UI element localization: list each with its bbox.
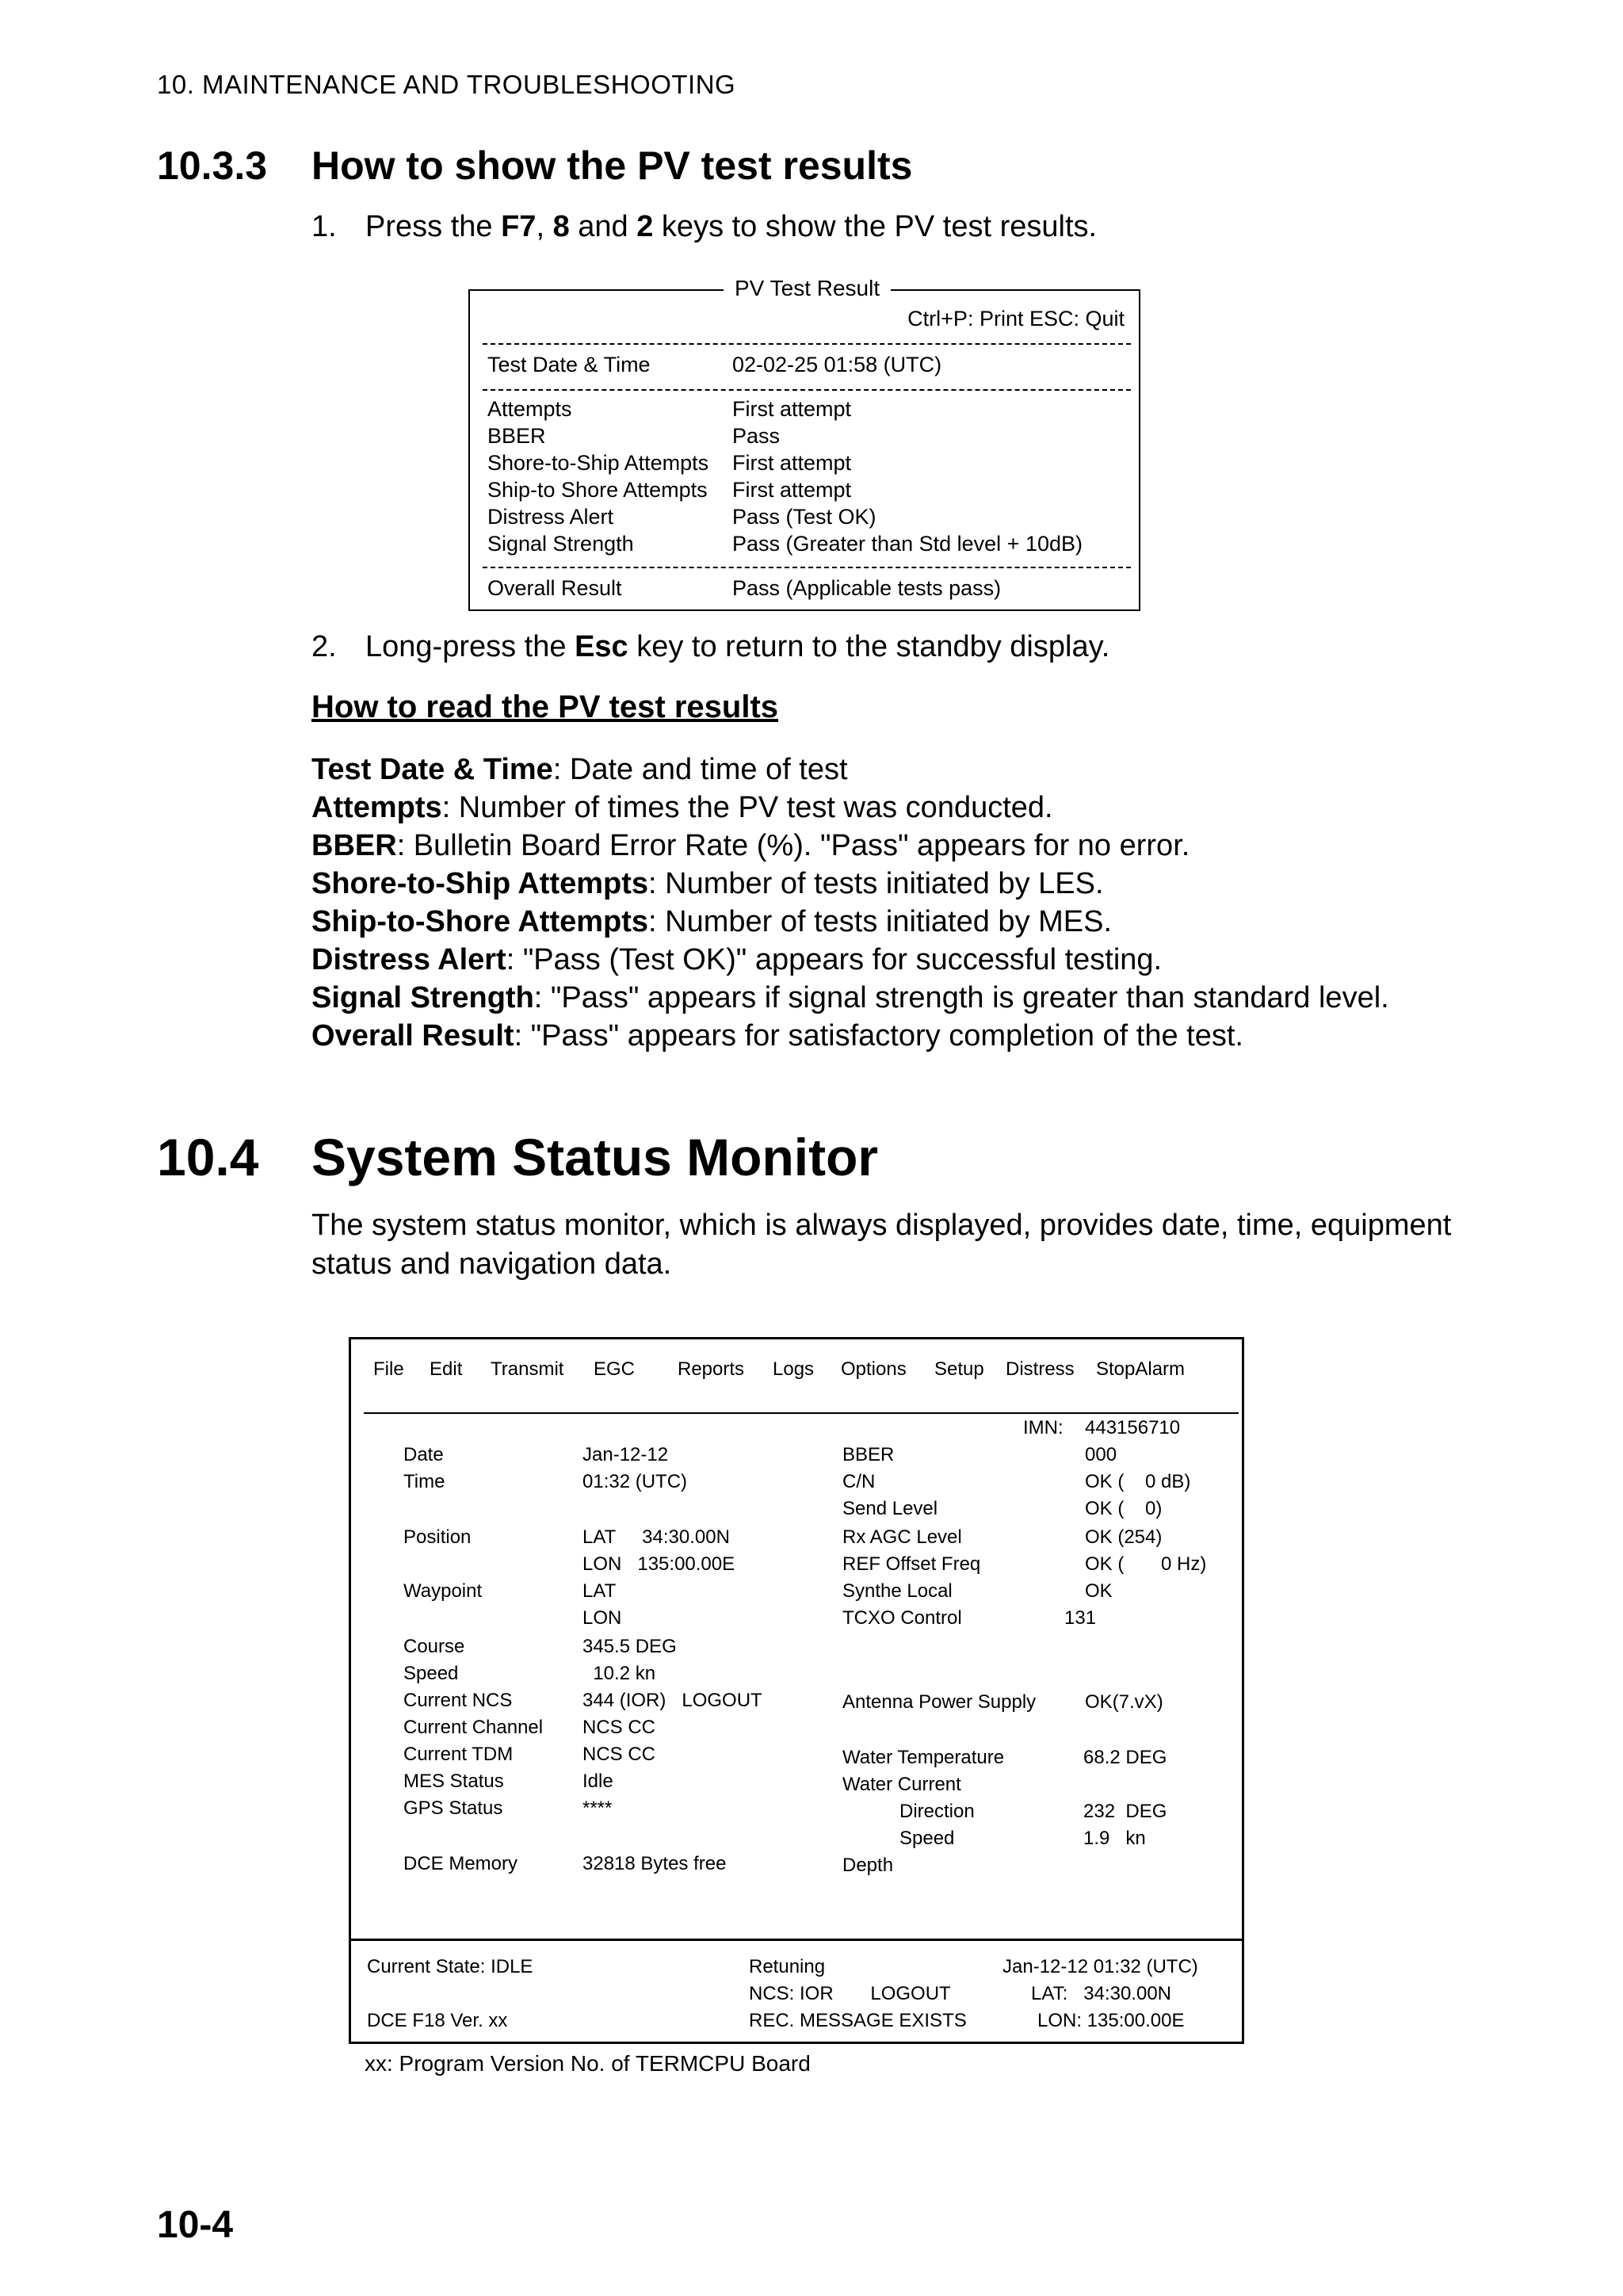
menu-separator xyxy=(364,1412,1239,1414)
footnote: xx: Program Version No. of TERMCPU Board xyxy=(365,2051,811,2076)
left-value: Idle xyxy=(582,1771,613,1792)
pv-label: BBER xyxy=(487,424,546,448)
definition: Overall Result: "Pass" appears for satisfactory completion of the test. xyxy=(311,1019,1243,1052)
right-value: OK(7.vX) xyxy=(1085,1691,1163,1713)
right-value: OK xyxy=(1085,1580,1113,1602)
menu-logs[interactable]: Logs xyxy=(773,1358,815,1380)
pv-label: Signal Strength xyxy=(487,532,634,556)
left-label: GPS Status xyxy=(403,1797,503,1819)
definition: Shore-to-Ship Attempts: Number of tests initiated by LES. xyxy=(311,867,1104,900)
right-value: 131 xyxy=(1064,1607,1097,1629)
definition: Signal Strength: "Pass" appears if signal strength is greater than standard level. xyxy=(311,981,1389,1014)
left-label: Date xyxy=(403,1444,444,1465)
pv-value: Pass (Greater than Std level + 10dB) xyxy=(732,532,1083,556)
pv-label: Distress Alert xyxy=(487,505,614,529)
right-label: TCXO Control xyxy=(842,1607,962,1629)
section-title: System Status Monitor xyxy=(311,1128,879,1186)
pv-row xyxy=(487,532,1137,559)
menu-stopalarm[interactable]: StopAlarm xyxy=(1096,1358,1186,1380)
pv-row xyxy=(487,451,1137,478)
right-label: Rx AGC Level xyxy=(842,1526,962,1548)
status-lon: LON: 135:00.00E xyxy=(1037,2010,1185,2031)
status-datetime: Jan-12-12 01:32 (UTC) xyxy=(1002,1956,1198,1977)
pv-value: First attempt xyxy=(732,451,852,475)
left-label: Current TDM xyxy=(403,1744,514,1765)
left-value: LON xyxy=(582,1607,622,1629)
dashed-divider xyxy=(483,343,1131,345)
pv-box-hint: Ctrl+P: Print ESC: Quit xyxy=(907,307,1125,330)
pv-label: Ship-to Shore Attempts xyxy=(487,478,708,502)
retuning-status: Retuning xyxy=(749,1956,826,1977)
left-value: 01:32 (UTC) xyxy=(582,1471,688,1492)
right-label: Depth xyxy=(842,1855,894,1876)
left-value: NCS CC xyxy=(582,1744,656,1765)
intro-paragraph: The system status monitor, which is always displayed, provides date, time, equipment status and navigation data. xyxy=(311,1209,1452,1281)
pv-box-title: PV Test Result xyxy=(724,276,891,301)
pv-value: 02-02-25 01:58 (UTC) xyxy=(732,353,942,376)
definition: Distress Alert: "Pass (Test OK)" appears for successful testing. xyxy=(311,943,1163,976)
left-value: Jan-12-12 xyxy=(582,1444,669,1465)
right-label: Send Level xyxy=(842,1498,938,1519)
right-label: Speed xyxy=(899,1828,955,1849)
left-value: **** xyxy=(582,1797,613,1819)
pv-label: Attempts xyxy=(487,397,572,421)
left-label: Waypoint xyxy=(403,1580,483,1602)
pv-row xyxy=(487,478,1137,505)
pv-value: First attempt xyxy=(732,478,852,502)
left-label: Current NCS xyxy=(403,1690,513,1711)
status-bar-separator xyxy=(351,1939,1242,1941)
menu-edit[interactable]: Edit xyxy=(430,1358,463,1380)
imn-label: IMN: xyxy=(1023,1417,1064,1438)
status-lat: LAT: 34:30.00N xyxy=(1031,1983,1171,2004)
menu-reports[interactable]: Reports xyxy=(678,1358,745,1380)
menu-setup[interactable]: Setup xyxy=(934,1358,984,1380)
menu-options[interactable]: Options xyxy=(841,1358,907,1380)
message-status: REC. MESSAGE EXISTS xyxy=(749,2010,967,2031)
version: DCE F18 Ver. xx xyxy=(367,2010,508,2031)
section-number: 10.4 xyxy=(157,1128,259,1186)
definition: Test Date & Time: Date and time of test xyxy=(311,753,848,786)
right-label: Water Current xyxy=(842,1774,961,1795)
ncs-status: NCS: IOR LOGOUT xyxy=(749,1983,951,2004)
pv-row xyxy=(487,505,1137,532)
dashed-divider xyxy=(483,389,1131,391)
current-state: Current State: IDLE xyxy=(367,1956,533,1977)
right-label: Synthe Local xyxy=(842,1580,953,1602)
right-value: 1.9 kn xyxy=(1083,1828,1146,1849)
section-title: How to show the PV test results xyxy=(311,143,913,188)
left-value: 10.2 kn xyxy=(582,1663,656,1684)
right-value: OK (254) xyxy=(1085,1526,1163,1548)
pv-label: Overall Result xyxy=(487,576,622,600)
right-label: Antenna Power Supply xyxy=(842,1691,1037,1713)
right-label: Direction xyxy=(899,1801,975,1822)
section-number: 10.3.3 xyxy=(157,143,268,188)
right-label: C/N xyxy=(842,1471,876,1492)
left-label: Current Channel xyxy=(403,1717,544,1738)
right-value: OK ( 0 Hz) xyxy=(1085,1553,1207,1575)
right-value: OK ( 0 dB) xyxy=(1085,1471,1191,1492)
step-2-text: Long-press the Esc key to return to the standby display. xyxy=(365,630,1110,663)
left-value: 344 (IOR) LOGOUT xyxy=(582,1690,762,1711)
left-value: NCS CC xyxy=(582,1717,656,1738)
left-value: 32818 Bytes free xyxy=(582,1853,727,1874)
definition: Attempts: Number of times the PV test was conducted. xyxy=(311,791,1053,824)
menu-transmit[interactable]: Transmit xyxy=(491,1358,564,1380)
system-status-monitor xyxy=(349,1337,1244,2044)
right-value: 68.2 DEG xyxy=(1083,1747,1167,1768)
pv-value: First attempt xyxy=(732,397,852,421)
step-number: 2. xyxy=(311,630,337,663)
definition: Ship-to-Shore Attempts: Number of tests initiated by MES. xyxy=(311,905,1113,938)
right-label: BBER xyxy=(842,1444,895,1465)
left-label: Speed xyxy=(403,1663,459,1684)
pv-test-result-box xyxy=(468,276,1140,611)
right-value: OK ( 0) xyxy=(1085,1498,1163,1519)
subheading: How to read the PV test results xyxy=(311,690,779,724)
right-value: 000 xyxy=(1085,1444,1117,1465)
pv-value: Pass xyxy=(732,424,781,448)
left-label: MES Status xyxy=(403,1771,504,1792)
pv-label: Test Date & Time xyxy=(487,353,651,376)
running-header: 10. MAINTENANCE AND TROUBLESHOOTING xyxy=(157,70,736,99)
right-label: Water Temperature xyxy=(842,1747,1005,1768)
left-value: LAT 34:30.00N xyxy=(582,1526,730,1548)
right-value: 232 DEG xyxy=(1083,1801,1167,1822)
left-label: Position xyxy=(403,1526,472,1548)
left-label: Course xyxy=(403,1636,465,1657)
left-value: 345.5 DEG xyxy=(582,1636,677,1657)
menu-distress[interactable]: Distress xyxy=(1006,1358,1075,1380)
pv-value: Pass (Applicable tests pass) xyxy=(732,576,1002,600)
pv-row-overall xyxy=(487,576,1137,603)
dashed-divider xyxy=(483,567,1131,568)
left-value: LAT xyxy=(582,1580,617,1602)
step-number: 1. xyxy=(311,210,337,243)
pv-row xyxy=(487,397,1137,424)
page-number: 10-4 xyxy=(157,2204,234,2246)
right-label: REF Offset Freq xyxy=(842,1553,981,1575)
menu-file[interactable]: File xyxy=(373,1358,404,1380)
step-1-text: Press the F7, 8 and 2 keys to show the PV test results. xyxy=(365,210,1098,243)
pv-label: Shore-to-Ship Attempts xyxy=(487,451,709,475)
left-label: Time xyxy=(403,1471,445,1492)
pv-row xyxy=(487,424,1137,451)
pv-value: Pass (Test OK) xyxy=(732,505,876,529)
left-value: LON 135:00.00E xyxy=(582,1553,735,1575)
left-label: DCE Memory xyxy=(403,1853,518,1874)
imn-value: 443156710 xyxy=(1085,1417,1181,1438)
pv-row-date xyxy=(487,353,1137,380)
menu-egc[interactable]: EGC xyxy=(594,1358,636,1380)
definition: BBER: Bulletin Board Error Rate (%). "Pass" appears for no error. xyxy=(311,829,1190,862)
